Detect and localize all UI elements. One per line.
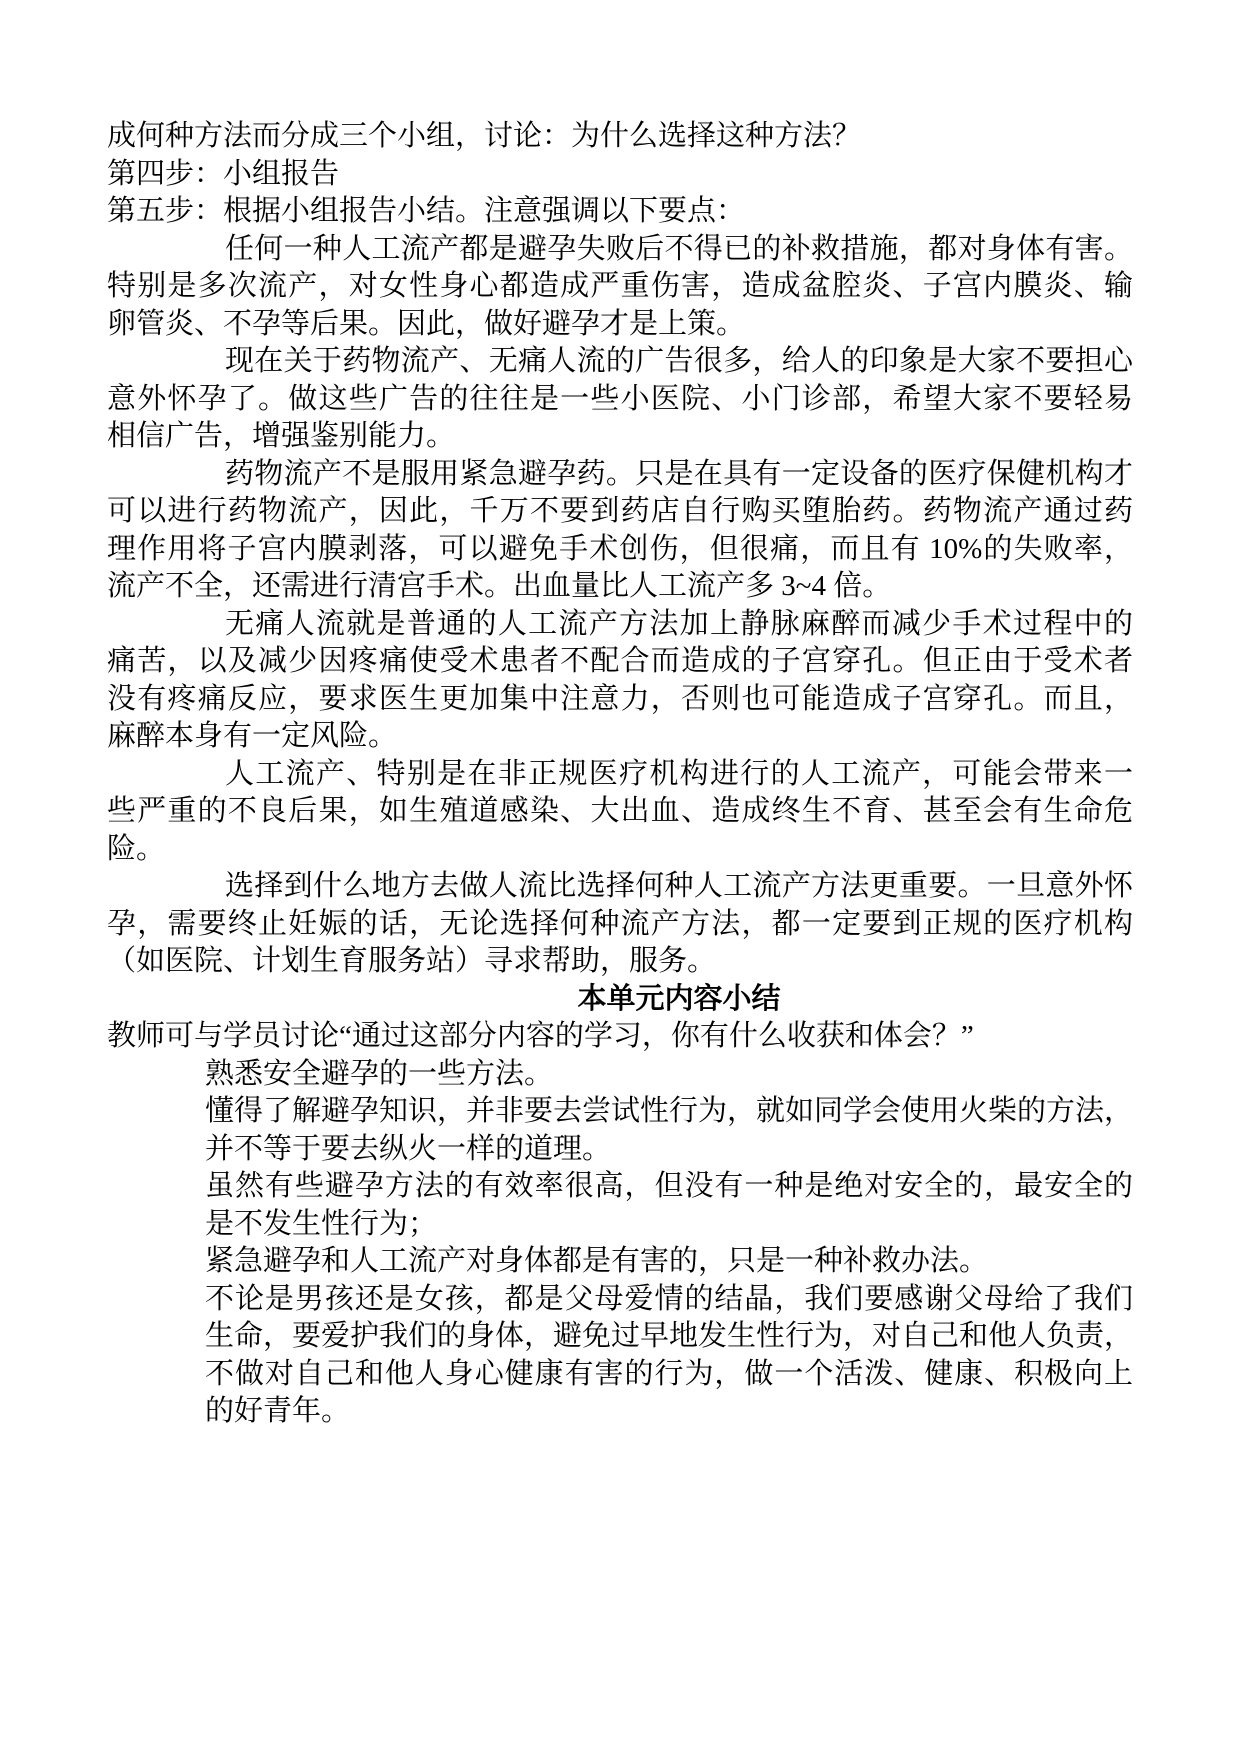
text-line: 熟悉安全避孕的一些方法。 <box>205 1057 554 1090</box>
text-line: 相信广告，增强鉴别能力。 <box>107 420 456 452</box>
text-line: 孕，需要终止妊娠的话，无论选择何种流产方法，都一定要到正规的医疗机构 <box>107 907 1133 940</box>
text-line: （如医院、计划生育服务站）寻求帮助，服务。 <box>107 945 717 977</box>
document-body <box>107 118 1133 1431</box>
text-line: 人工流产、特别是在非正规医疗机构进行的人工流产，可能会带来一 <box>225 757 1133 790</box>
text-line: 险。 <box>107 832 166 865</box>
text-line: 生命，要爱护我们的身体，避免过早地发生性行为，对自己和他人负责， <box>205 1320 1133 1352</box>
text-line: 无痛人流就是普通的人工流产方法加上静脉麻醉而减少手术过程中的 <box>225 607 1133 640</box>
text-line: 虽然有些避孕方法的有效率很高，但没有一种是绝对安全的，最安全的 <box>205 1170 1133 1202</box>
text-line: 现在关于药物流产、无痛人流的广告很多，给人的印象是大家不要担心 <box>225 345 1133 377</box>
text-line: 懂得了解避孕知识，并非要去尝试性行为，就如同学会使用火柴的方法， <box>205 1095 1133 1127</box>
text-line: 卵管炎、不孕等后果。因此，做好避孕才是上策。 <box>107 307 746 340</box>
text-line: 不做对自己和他人身心健康有害的行为，做一个活泼、健康、积极向上 <box>205 1357 1133 1390</box>
text-line: 并不等于要去纵火一样的道理。 <box>205 1132 612 1165</box>
text-line: 些严重的不良后果，如生殖道感染、大出血、造成终生不育、甚至会有生命危 <box>107 795 1133 827</box>
text-line: 第四步：小组报告 <box>107 157 340 190</box>
text-line: 流产不全，还需进行清宫手术。出血量比人工流产多 3~4 倍。 <box>107 570 892 602</box>
text-line: 特别是多次流产，对女性身心都造成严重伤害，造成盆腔炎、子宫内膜炎、输 <box>107 270 1133 302</box>
text-line: 麻醉本身有一定风险。 <box>107 720 398 752</box>
text-line: 是不发生性行为； <box>205 1207 438 1240</box>
text-line: 紧急避孕和人工流产对身体都是有害的，只是一种补救办法。 <box>205 1245 989 1277</box>
section-heading: 本单元内容小结 <box>577 982 781 1015</box>
text-line: 药物流产不是服用紧急避孕药。只是在具有一定设备的医疗保健机构才 <box>225 457 1133 490</box>
text-line: 理作用将子宫内膜剥落，可以避免手术创伤，但很痛，而且有 10%的失败率， <box>107 532 1133 565</box>
text-line: 的好青年。 <box>205 1395 351 1427</box>
text-line: 没有疼痛反应，要求医生更加集中注意力，否则也可能造成子宫穿孔。而且， <box>107 682 1133 715</box>
text-line: 教师可与学员讨论“通过这部分内容的学习，你有什么收获和体会？” <box>107 1020 974 1052</box>
text-line: 第五步：根据小组报告小结。注意强调以下要点： <box>107 195 746 227</box>
text-line: 意外怀孕了。做这些广告的往往是一些小医院、小门诊部，希望大家不要轻易 <box>107 382 1133 415</box>
text-line: 可以进行药物流产，因此，千万不要到药店自行购买堕胎药。药物流产通过药 <box>107 495 1133 527</box>
text-line: 不论是男孩还是女孩，都是父母爱情的结晶，我们要感谢父母给了我们 <box>205 1282 1133 1315</box>
text-line: 成何种方法而分成三个小组，讨论：为什么选择这种方法？ <box>107 120 862 152</box>
text-line: 痛苦，以及减少因疼痛使受术患者不配合而造成的子宫穿孔。但正由于受术者 <box>107 645 1133 677</box>
text-line: 选择到什么地方去做人流比选择何种人工流产方法更重要。一旦意外怀 <box>225 870 1133 902</box>
text-line: 任何一种人工流产都是避孕失败后不得已的补救措施，都对身体有害。 <box>225 232 1133 265</box>
